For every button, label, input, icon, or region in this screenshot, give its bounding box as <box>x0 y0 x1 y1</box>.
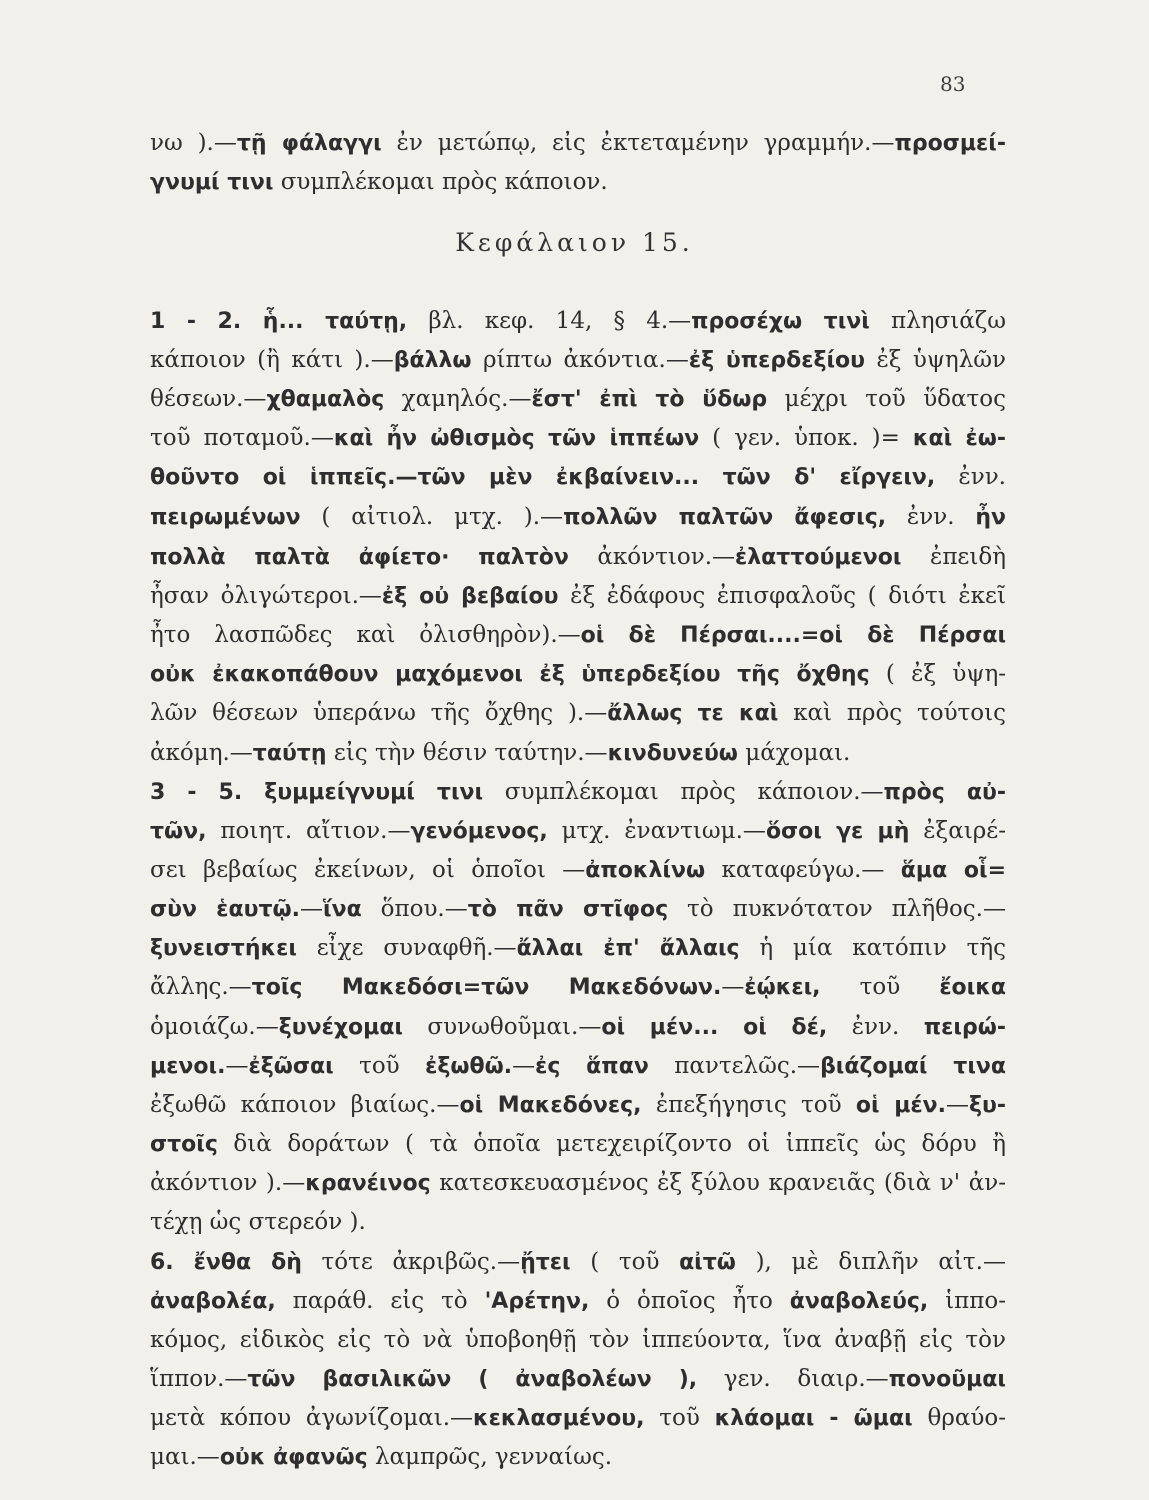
gloss-text: ἀκόμη.— <box>150 740 253 766</box>
lemma-term: κρανέινος <box>305 1171 431 1196</box>
gloss-text: ἀκόντιον ).— <box>150 1170 306 1196</box>
lemma-term: ᾔτει <box>520 1250 571 1275</box>
lemma-term: ξυνέχομαι <box>278 1015 403 1040</box>
lemma-term: προσέχω τινὶ <box>691 309 870 334</box>
lemma-term: ἐξῶσαι <box>248 1054 334 1079</box>
lemma-term: ἐξ οὐ βεβαίου <box>381 584 559 609</box>
gloss-text: σει βεβαίως ἐκείνων, οἱ ὁποῖοι — <box>150 857 586 883</box>
gloss-text: κατεσκευασμένος ἐξ ξύλου κρανειᾶς (διὰ ν' ἀν- <box>430 1170 1006 1196</box>
gloss-text: ἐνν. <box>886 504 976 530</box>
lemma-term: οἱ δὲ Πέρσαι....=οἱ δὲ Πέρσαι <box>580 623 1007 648</box>
gloss-text: συμπλέκομαι πρὸς κάποιον.— <box>483 779 884 805</box>
lemma-term: στοῖς <box>150 1132 218 1157</box>
gloss-text: ὁμοιάζω.— <box>150 1014 279 1040</box>
text-line <box>150 504 1006 530</box>
lemma-term: μενοι. <box>150 1054 226 1079</box>
gloss-text: τὸ πυκνότατον πλῆθος.— <box>668 896 1006 922</box>
lemma-term: ὅσοι γε μὴ <box>765 819 910 844</box>
text-line <box>150 308 1006 334</box>
gloss-text: τοῦ <box>644 1405 715 1431</box>
gloss-text: παντελῶς.— <box>648 1053 821 1079</box>
gloss-text: συνωθοῦμαι.— <box>403 1014 602 1040</box>
lemma-term: τῶν, <box>150 819 207 844</box>
gloss-text: ἵππον.— <box>150 1366 248 1392</box>
lemma-term: πολλὰ παλτὰ ἀφίετο· παλτὸν <box>150 545 569 570</box>
gloss-text: ποιητ. αἴτιον.— <box>206 818 411 844</box>
lemma-term: ξυνειστήκει <box>150 936 297 961</box>
lemma-term: 6. ἔνθα δὴ <box>150 1250 302 1275</box>
text-line <box>150 974 1006 1000</box>
gloss-text: ἐξωθῶ κάποιον βιαίως.— <box>150 1092 460 1118</box>
text-line <box>150 622 1006 648</box>
lemma-term: ἄλλαι ἐπ' ἄλλαις <box>516 936 740 961</box>
lemma-term: ἔστ' ἐπὶ τὸ ὕδωρ <box>531 387 768 412</box>
gloss-text: λῶν θέσεων ὑπεράνω τῆς ὄχθης ).— <box>150 700 608 726</box>
gloss-text: ἐξ ὑψηλῶν <box>865 347 1007 373</box>
gloss-text: ἐνν. <box>827 1014 924 1040</box>
gloss-text: καταφεύγω.— <box>705 857 901 883</box>
gloss-text: ἐπειδὴ <box>901 544 1006 570</box>
lemma-term: ἔοικα <box>939 975 1006 1000</box>
gloss-text: τότε ἀκριβῶς.— <box>301 1249 521 1275</box>
lemma-term: βάλλω <box>393 348 472 373</box>
lemma-term: ἀναβολέα, <box>150 1289 276 1314</box>
lemma-term: αἰτῶ <box>679 1250 736 1275</box>
lemma-term: τὸ πᾶν στῖφος <box>467 897 669 922</box>
lemma-term: πειρωμένων <box>150 505 301 530</box>
text-line <box>150 857 1006 883</box>
gloss-text: θραύο- <box>912 1405 1006 1431</box>
gloss-text: ( ἐξ ὑψη- <box>869 661 1006 687</box>
gloss-text: ἦτο λασπῶδες καὶ ὀλισθηρὸν).— <box>150 622 581 648</box>
text-line <box>150 464 1006 490</box>
lemma-term: ἦν <box>975 505 1006 530</box>
lemma-term: γνυμί τινι <box>150 170 274 195</box>
text-line <box>150 1014 1006 1040</box>
lemma-term: 1 - 2. ἧ... ταύτῃ, <box>150 309 408 334</box>
text-line <box>150 425 1006 451</box>
lemma-term: γενόμενος, <box>410 819 548 844</box>
lemma-term: ἀναβολεύς, <box>789 1289 929 1314</box>
lemma-term: προσμεί- <box>894 131 1006 156</box>
lemma-term: ἐξωθῶ. <box>425 1054 513 1079</box>
gloss-text: ἐξαιρέ- <box>909 818 1006 844</box>
gloss-text: θέσεων.— <box>150 386 267 412</box>
lemma-term: ξυ- <box>969 1093 1006 1118</box>
lemma-term: οὐκ ἀφανῶς <box>219 1445 368 1470</box>
gloss-text: βλ. κεφ. 14, § 4.— <box>407 308 692 334</box>
chapter-heading: Κεφάλαιον 15. <box>455 228 694 257</box>
lemma-term: καὶ ἦν ὠθισμὸς τῶν ἱππέων <box>333 426 700 451</box>
gloss-text: μάχομαι. <box>737 740 851 766</box>
lemma-term: κεκλασμένου, <box>473 1406 645 1431</box>
gloss-text: τέχῃ ὡς στερεόν ). <box>150 1209 366 1235</box>
text-line <box>150 818 1006 844</box>
gloss-text: — <box>300 896 324 922</box>
gloss-text: μετὰ κόπου ἀγωνίζομαι.— <box>150 1405 474 1431</box>
gloss-text: ἐπεξήγησις τοῦ <box>641 1092 856 1118</box>
gloss-text: ὅπου.— <box>361 896 468 922</box>
gloss-text: ( γεν. ὑποκ. )= <box>699 425 913 451</box>
lemma-term: πρὸς αὐ- <box>883 780 1006 805</box>
text-line <box>150 169 1006 195</box>
text-line <box>150 935 1006 961</box>
lemma-term: ἐλαττούμενοι <box>735 545 902 570</box>
gloss-text: τοῦ <box>333 1053 426 1079</box>
gloss-text: ρίπτω ἀκόντια.— <box>471 347 689 373</box>
lemma-term: τοῖς Μακεδόσι=τῶν Μακεδόνων. <box>251 975 722 1000</box>
text-line <box>150 386 1006 412</box>
lemma-term: κινδυνεύω <box>607 741 738 766</box>
lemma-term: καὶ ἐω- <box>912 426 1006 451</box>
text-line <box>150 1209 1006 1235</box>
gloss-text: — <box>946 1092 969 1118</box>
lemma-term: κλάομαι - ῶμαι <box>714 1406 913 1431</box>
gloss-text: μαι.— <box>150 1444 220 1470</box>
gloss-text: πλησιάζω <box>869 308 1006 334</box>
page-number: 83 <box>940 72 966 96</box>
gloss-text: — <box>721 974 745 1000</box>
gloss-text: εἰς τὴν θέσιν ταύτην.— <box>326 740 608 766</box>
lemma-term: σὺν ἑαυτῷ. <box>150 897 301 922</box>
lemma-term: πονοῦμαι <box>888 1367 1006 1392</box>
text-line <box>150 1131 1006 1157</box>
text-line <box>150 896 1006 922</box>
gloss-text: μέχρι τοῦ ὕδατος <box>767 386 1007 412</box>
lemma-term: οἱ μέν... οἱ δέ, <box>601 1015 828 1040</box>
gloss-text: εἶχε συναφθῆ.— <box>296 935 517 961</box>
text-line <box>150 700 1006 726</box>
lemma-term: πολλῶν παλτῶν ἄφεσις, <box>563 505 887 530</box>
text-line <box>150 1288 1006 1314</box>
text-line <box>150 1366 1006 1392</box>
lemma-term: πειρώ- <box>923 1015 1006 1040</box>
gloss-text: ὁ ὁποῖος ἦτο <box>589 1288 790 1314</box>
lemma-term: οἱ Μακεδόνες, <box>459 1093 642 1118</box>
gloss-text: συμπλέκομαι πρὸς κάποιον. <box>273 169 608 195</box>
lemma-term: βιάζομαί τινα <box>820 1054 1006 1079</box>
text-line <box>150 740 1006 766</box>
gloss-text: ( αἰτιολ. μτχ. ).— <box>300 504 564 530</box>
lemma-term: ἐς ἅπαν <box>535 1054 649 1079</box>
gloss-text: χαμηλός.— <box>384 386 532 412</box>
lemma-term: ἅμα οἷ= <box>900 858 1007 883</box>
lemma-term: χθαμαλὸς <box>266 387 385 412</box>
lemma-term: ἀποκλίνω <box>585 858 706 883</box>
gloss-text: τοῦ ποταμοῦ.— <box>150 425 334 451</box>
lemma-term: οὐκ ἐκακοπάθουν μαχόμενοι ἐξ ὑπερδεξίου τῆς ὄχθης <box>150 662 870 687</box>
lemma-term: θοῦντο οἱ ἱππεῖς.—τῶν μὲν ἐκβαίνειν... τῶν δ' εἴργειν, <box>150 465 936 490</box>
gloss-text: ἦσαν ὀλιγώτεροι.— <box>150 583 382 609</box>
gloss-text: ἄλλης.— <box>150 974 252 1000</box>
text-line <box>150 130 1006 156</box>
gloss-text: — <box>225 1053 249 1079</box>
text-line <box>150 1327 1006 1353</box>
gloss-text: κόμος, εἰδικὸς εἰς τὸ νὰ ὑποβοηθῇ τὸν ἱππεύοντα, ἵνα ἀναβῇ εἰς τὸν <box>150 1327 1006 1353</box>
text-line <box>150 544 1006 570</box>
gloss-text: γεν. διαιρ.— <box>697 1366 889 1392</box>
gloss-text: ( τοῦ <box>570 1249 680 1275</box>
lemma-term: ἐξ ὑπερδεξίου <box>688 348 866 373</box>
gloss-text: καὶ πρὸς τούτοις <box>778 700 1007 726</box>
text-line <box>150 1444 1006 1470</box>
gloss-text: ἡ μία κατόπιν τῆς <box>739 935 1006 961</box>
lemma-term: 'Αρέτην, <box>484 1289 590 1314</box>
gloss-text: λαμπρῶς, γενναίως. <box>367 1444 613 1470</box>
text-line <box>150 1170 1006 1196</box>
gloss-text: μτχ. ἐναντιωμ.— <box>547 818 766 844</box>
text-line <box>150 583 1006 609</box>
text-line <box>150 1092 1006 1118</box>
gloss-text: παράθ. εἰς τὸ <box>275 1288 485 1314</box>
gloss-text: — <box>512 1053 536 1079</box>
text-line <box>150 661 1006 687</box>
gloss-text: ἀκόντιον.— <box>568 544 736 570</box>
text-line <box>150 347 1006 373</box>
text-line <box>150 1053 1006 1079</box>
lemma-term: ἄλλως τε καὶ <box>607 701 779 726</box>
gloss-text: τοῦ <box>820 974 940 1000</box>
gloss-text: ἱππο- <box>928 1288 1007 1314</box>
lemma-term: οἱ μέν. <box>855 1093 946 1118</box>
lemma-term: τῶν βασιλικῶν ( ἀναβολέων ), <box>247 1367 698 1392</box>
lemma-term: τῇ φάλαγγι <box>236 131 382 156</box>
gloss-text: ἐνν. <box>935 464 1006 490</box>
gloss-text: διὰ δοράτων ( τὰ ὁποῖα μετεχειρίζοντο οἱ ἱππεῖς ὡς δόρυ ἢ <box>217 1131 1006 1157</box>
gloss-text: ἐν μετώπῳ, εἰς ἐκτεταμένην γραμμήν.— <box>381 130 895 156</box>
text-line <box>150 1405 1006 1431</box>
gloss-text: κάποιον (ἢ κάτι ).— <box>150 347 394 373</box>
lemma-term: ἵνα <box>323 897 362 922</box>
text-line <box>150 779 1006 805</box>
lemma-term: ἐῴκει, <box>744 975 821 1000</box>
lemma-term: ταύτῃ <box>252 741 327 766</box>
text-line <box>150 1249 1006 1275</box>
gloss-text: νω ).— <box>150 130 237 156</box>
gloss-text: ), μὲ διπλῆν αἰτ.— <box>735 1249 1006 1275</box>
gloss-text: ἐξ ἐδάφους ἐπισφαλοῦς ( διότι ἐκεῖ <box>558 583 1006 609</box>
lemma-term: 3 - 5. ξυμμείγνυμί τινι <box>150 780 484 805</box>
